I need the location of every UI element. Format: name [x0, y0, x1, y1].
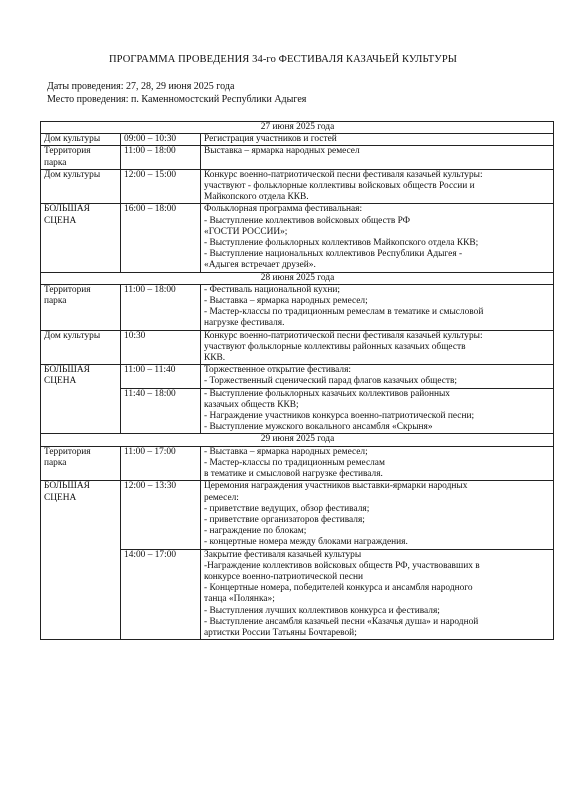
event-cell	[201, 169, 554, 204]
event-line: в тематике и смысловой нагрузке фестиваля.	[204, 469, 383, 480]
event-line: Торжественное открытие фестиваля:	[204, 365, 351, 376]
event-line: - Фестиваль национальной кухни;	[204, 284, 341, 295]
event-cell	[201, 365, 554, 388]
event-line: - приветствие ведущих, обзор фестиваля;	[204, 503, 370, 514]
event-line: ремесел:	[204, 492, 239, 503]
day-date: 27 июня 2025 года	[41, 122, 554, 134]
event-cell	[201, 481, 554, 549]
venue-line: Дом культуры	[44, 134, 101, 145]
event-line: - Выступление ансамбля казачьей песни «Казачья душа» и народной	[204, 616, 479, 627]
table-row	[41, 330, 554, 365]
event-cell	[201, 330, 554, 365]
event-line: нагрузке фестиваля.	[204, 318, 285, 329]
time-cell: 11:00 – 18:00	[121, 284, 201, 330]
event-line: - Концертные номера, победителей конкурса и ансамбля народного	[204, 583, 473, 594]
table-row	[41, 146, 554, 169]
venue-line: СЦЕНА	[44, 376, 77, 387]
day-header-row	[41, 272, 554, 284]
event-line: Конкурс военно-патриотической песни фестиваля казачьей культуры:	[204, 169, 483, 180]
time-cell: 09:00 – 10:30	[121, 134, 201, 146]
venue-line: Территория	[44, 146, 91, 157]
day-header-row	[41, 122, 554, 134]
venue-cell	[41, 146, 121, 169]
event-line: - концертные номера между блоками награждения.	[204, 537, 408, 548]
venue-cell	[41, 204, 121, 272]
event-line: - Выступление фольклорных казачьих коллективов районных	[204, 388, 450, 399]
table-row	[41, 365, 554, 388]
event-line: - Торжественный сценический парад флагов казачьих обществ;	[204, 376, 458, 387]
event-line: танца «Полянка»;	[204, 594, 275, 605]
event-line: - Выставка – ярмарка народных ремесел;	[204, 446, 368, 457]
event-cell	[201, 284, 554, 330]
time-cell: 11:00 – 17:00	[121, 446, 201, 481]
venue-line: Территория	[44, 446, 91, 457]
event-cell	[201, 146, 554, 169]
venue-line: СЦЕНА	[44, 492, 77, 503]
time-cell: 12:00 – 13:30	[121, 481, 201, 549]
venue-line: Дом культуры	[44, 169, 101, 180]
event-line: «ГОСТИ РОССИИ»;	[204, 226, 288, 237]
venue-line: парка	[44, 457, 67, 468]
event-line: - Выступление коллективов войсковых обществ РФ	[204, 215, 411, 226]
event-line: Церемония награждения участников выставки-ярмарки народных	[204, 481, 468, 492]
venue-line: БОЛЬШАЯ	[44, 365, 90, 376]
table-row	[41, 204, 554, 272]
table-row	[41, 481, 554, 549]
event-cell	[201, 134, 554, 146]
event-line: Фольклорная программа фестивальная:	[204, 204, 363, 215]
day-date: 29 июня 2025 года	[41, 434, 554, 446]
venue-line: парка	[44, 157, 67, 168]
event-line: - Выступление фольклорных коллективов Майкопского отдела ККВ;	[204, 238, 479, 249]
event-line: артистки России Татьяны Бочтаревой;	[204, 627, 357, 638]
event-line: - Выставка – ярмарка народных ремесел;	[204, 296, 368, 307]
time-cell: 11:00 – 18:00	[121, 146, 201, 169]
venue-line: Территория	[44, 284, 91, 295]
day-date: 28 июня 2025 года	[41, 272, 554, 284]
time-cell: 11:00 – 11:40	[121, 365, 201, 388]
event-line: -Награждение коллективов войсковых обществ РФ, участвовавших в	[204, 560, 480, 571]
event-line: участвуют - фольклорные коллективы войсковых обществ России и	[204, 181, 475, 192]
event-cell	[201, 446, 554, 481]
venue-cell	[41, 481, 121, 640]
venue-line: Дом культуры	[44, 330, 101, 341]
venue-line: парка	[44, 296, 67, 307]
event-line: Закрытие фестиваля казачьей культуры	[204, 549, 362, 560]
place-line: Место проведения: п. Каменномостский Республики Адыгея	[47, 93, 307, 105]
venue-line: СЦЕНА	[44, 215, 77, 226]
event-line: конкурсе военно-патриотической песни	[204, 571, 364, 582]
venue-line: БОЛЬШАЯ	[44, 481, 90, 492]
day-header-row	[41, 434, 554, 446]
event-line: - Награждение участников конкурса военно-патриотической песни;	[204, 411, 475, 422]
time-cell: 16:00 – 18:00	[121, 204, 201, 272]
event-line: участвуют фольклорные коллективы районных казачьих обществ	[204, 341, 466, 352]
venue-cell	[41, 365, 121, 434]
event-cell	[201, 204, 554, 272]
venue-cell	[41, 169, 121, 204]
event-line: - награждение по блокам;	[204, 526, 307, 537]
venue-line: БОЛЬШАЯ	[44, 204, 90, 215]
event-line: - приветствие организаторов фестиваля;	[204, 514, 365, 525]
event-line: ККВ.	[204, 353, 226, 364]
program-table	[40, 121, 554, 640]
event-line: казачьих обществ ККВ;	[204, 399, 299, 410]
event-line: - Выступление мужского вокального ансамбля «Скрыня»	[204, 422, 433, 433]
venue-cell	[41, 446, 121, 481]
page-title: ПРОГРАММА ПРОВЕДЕНИЯ 34-го ФЕСТИВАЛЯ КАЗАЧЬЕЙ КУЛЬТУРЫ	[108, 54, 458, 65]
event-line: Выставка – ярмарка народных ремесел	[204, 146, 360, 157]
time-cell: 14:00 – 17:00	[121, 549, 201, 640]
event-line: «Адыгея встречает друзей».	[204, 260, 316, 271]
event-cell	[201, 549, 554, 640]
venue-cell	[41, 284, 121, 330]
table-row	[41, 169, 554, 204]
event-line: Регистрация участников и гостей	[204, 134, 337, 145]
venue-cell	[41, 134, 121, 146]
event-line: Майкопского отдела ККВ.	[204, 192, 309, 203]
event-line: - Выступление национальных коллективов Республики Адыгея -	[204, 249, 463, 260]
table-row	[41, 446, 554, 481]
table-row	[41, 134, 554, 146]
event-meta	[47, 81, 306, 106]
time-cell: 10:30	[121, 330, 201, 365]
dates-line: Даты проведения: 27, 28, 29 июня 2025 года	[47, 81, 235, 92]
event-line: Конкурс военно-патриотической песни фестиваля казачьей культуры:	[204, 330, 483, 341]
time-cell: 12:00 – 15:00	[121, 169, 201, 204]
event-line: - Мастер-классы по традиционным ремеслам в тематике и смысловой	[204, 307, 484, 318]
event-line: - Мастер-классы по традиционным ремеслам	[204, 457, 385, 468]
venue-cell	[41, 330, 121, 365]
event-cell	[201, 388, 554, 434]
table-row	[41, 284, 554, 330]
time-cell: 11:40 – 18:00	[121, 388, 201, 434]
event-line: - Выступления лучших коллективов конкурса и фестиваля;	[204, 605, 440, 616]
